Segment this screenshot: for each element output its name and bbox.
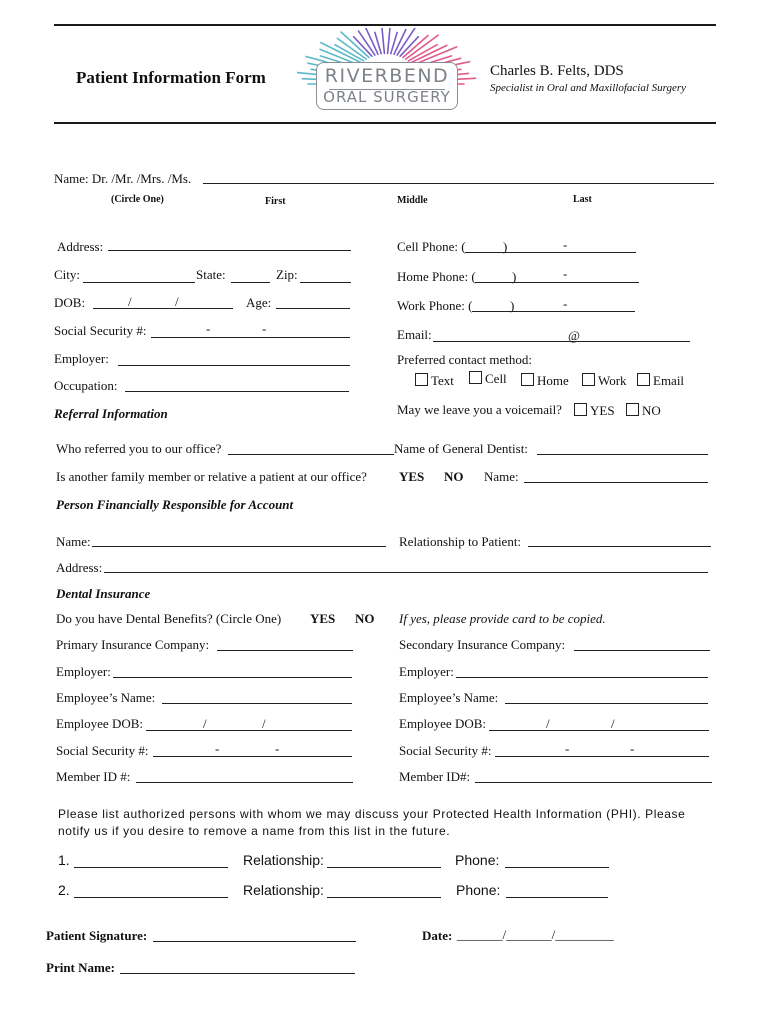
name-field[interactable] (203, 183, 714, 184)
work-phone-close-paren: ) (510, 298, 515, 313)
primary-company-label: Primary Insurance Company: (56, 637, 210, 652)
primary-employee-dob-label: Employee DOB: (56, 716, 144, 731)
home-phone-close-paren: ) (512, 269, 517, 284)
form-title: Patient Information Form (76, 68, 266, 87)
dob-field[interactable] (93, 308, 233, 309)
secondary-ssn-dash-2: - (630, 741, 635, 756)
phi-row-1-relationship-label: Relationship: (243, 852, 324, 868)
general-dentist-field[interactable] (537, 454, 708, 455)
employer-field[interactable] (118, 365, 350, 366)
address-field[interactable] (108, 250, 351, 251)
cell-phone-dash: - (563, 237, 568, 252)
relationship-field[interactable] (528, 546, 711, 547)
patient-signature-label: Patient Signature: (46, 928, 148, 943)
header-top-rule (54, 24, 716, 26)
state-label: State: (196, 267, 226, 282)
phi-row-2-phone-label: Phone: (456, 882, 501, 898)
logo-wordmark (316, 62, 458, 110)
phi-row-1-relationship-field[interactable] (327, 867, 441, 868)
email-field[interactable] (433, 341, 690, 342)
primary-employee-dob-field[interactable] (146, 730, 352, 731)
doctor-name: Charles B. Felts, DDS (490, 63, 624, 79)
dob-slash-2: / (175, 294, 179, 309)
phi-row-2-name-field[interactable] (74, 897, 228, 898)
checkbox-home[interactable] (521, 373, 534, 386)
middle-caption: Middle (397, 195, 428, 206)
city-field[interactable] (83, 282, 195, 283)
phi-row-1-phone-field[interactable] (505, 867, 609, 868)
contact-option-text[interactable]: Text (415, 373, 454, 389)
home-phone-label: Home Phone: ( (397, 269, 476, 284)
checkbox-voicemail-no[interactable] (626, 403, 639, 416)
ssn-field[interactable] (151, 337, 350, 338)
family-member-question: Is another family member or relative a patient at our office? (56, 469, 367, 484)
sunburst-ray (382, 28, 384, 53)
date-field[interactable]: _______/_______/_________ (457, 927, 614, 942)
phi-row-2-num: 2. (58, 882, 70, 898)
checkbox-voicemail-yes[interactable] (574, 403, 587, 416)
phi-notice: Please list authorized persons with whom we may discuss your Protected Health Information (PHI). Please notify us if you desire to remove a name from this list in the future. (58, 807, 686, 838)
contact-option-cell[interactable]: Cell (469, 371, 507, 387)
referral-heading: Referral Information (54, 406, 168, 421)
voicemail-no[interactable]: NO (626, 403, 661, 419)
date-label: Date: (422, 928, 453, 943)
address-label: Address: (57, 239, 104, 254)
employer-label: Employer: (54, 351, 109, 366)
checkbox-cell[interactable] (469, 371, 482, 384)
header-bottom-rule (54, 122, 716, 124)
who-referred-label: Who referred you to our office? (56, 441, 222, 456)
dob-slash-1: / (128, 294, 132, 309)
cell-phone-field[interactable] (465, 252, 636, 253)
contact-option-work[interactable]: Work (582, 373, 627, 389)
contact-option-home[interactable]: Home (521, 373, 569, 389)
benefits-no[interactable]: NO (355, 611, 375, 626)
work-phone-dash: - (563, 296, 568, 311)
secondary-employee-name-field[interactable] (505, 703, 708, 704)
primary-ssn-label: Social Security #: (56, 743, 149, 758)
secondary-employee-dob-label: Employee DOB: (399, 716, 487, 731)
financial-address-label: Address: (56, 560, 103, 575)
primary-dob-slash-2: / (262, 716, 266, 731)
ssn-dash-1: - (206, 321, 211, 336)
secondary-employee-dob-field[interactable] (489, 730, 709, 731)
family-member-name-field[interactable] (524, 482, 708, 483)
occupation-label: Occupation: (54, 378, 118, 393)
doctor-specialty: Specialist in Oral and Maxillofacial Surgery (490, 82, 687, 94)
logo-line1: RIVERBEND (324, 65, 450, 87)
primary-dob-slash-1: / (203, 716, 207, 731)
primary-employee-name-label: Employee’s Name: (56, 690, 156, 705)
print-name-field[interactable] (120, 973, 355, 974)
secondary-employee-name-label: Employee’s Name: (399, 690, 499, 705)
primary-member-id-label: Member ID #: (56, 769, 131, 784)
phi-row-2-phone-field[interactable] (506, 897, 608, 898)
zip-field[interactable] (300, 282, 351, 283)
primary-employee-name-field[interactable] (162, 703, 352, 704)
work-phone-field[interactable] (472, 311, 635, 312)
primary-ssn-dash-1: - (215, 741, 220, 756)
home-phone-dash: - (563, 266, 568, 281)
contact-option-email[interactable]: Email (637, 373, 684, 389)
financial-heading: Person Financially Responsible for Account (56, 497, 294, 512)
phi-row-1-phone-label: Phone: (455, 852, 500, 868)
patient-signature-field[interactable] (153, 941, 356, 942)
dob-label: DOB: (54, 295, 86, 310)
email-at: @ (568, 328, 580, 343)
city-label: City: (54, 267, 81, 282)
sunburst-ray (411, 45, 447, 63)
secondary-employer-label: Employer: (399, 664, 454, 679)
preferred-contact-label: Preferred contact method: (397, 352, 532, 367)
last-caption: Last (573, 194, 592, 205)
phi-row-1-name-field[interactable] (74, 867, 228, 868)
occupation-field[interactable] (125, 391, 349, 392)
relationship-label: Relationship to Patient: (399, 534, 522, 549)
zip-label: Zip: (276, 267, 298, 282)
secondary-dob-slash-2: / (611, 716, 615, 731)
checkbox-text[interactable] (415, 373, 428, 386)
benefits-yes[interactable]: YES (310, 611, 336, 626)
email-label: Email: (397, 327, 432, 342)
financial-name-field[interactable] (92, 546, 386, 547)
secondary-dob-slash-1: / (546, 716, 550, 731)
secondary-ssn-label: Social Security #: (399, 743, 492, 758)
voicemail-question: May we leave you a voicemail? (397, 402, 562, 417)
secondary-member-id-field[interactable] (475, 782, 712, 783)
circle-one-hint: (Circle One) (111, 194, 164, 205)
secondary-ssn-field[interactable] (495, 756, 709, 757)
general-dentist-label: Name of General Dentist: (394, 441, 528, 456)
name-label: Name: Dr. /Mr. /Mrs. /Ms. (54, 171, 192, 186)
sunburst-ray (388, 28, 391, 53)
voicemail-yes[interactable]: YES (574, 403, 615, 419)
age-label: Age: (246, 295, 272, 310)
phi-row-1-num: 1. (58, 852, 70, 868)
cell-phone-label: Cell Phone: ( (397, 239, 466, 254)
primary-employer-label: Employer: (56, 664, 111, 679)
family-member-name-label: Name: (484, 469, 519, 484)
secondary-company-label: Secondary Insurance Company: (399, 637, 566, 652)
phi-row-2-relationship-field[interactable] (327, 897, 441, 898)
insurance-heading: Dental Insurance (56, 586, 151, 601)
primary-company-field[interactable] (217, 650, 353, 651)
family-member-no[interactable]: NO (444, 469, 464, 484)
secondary-member-id-label: Member ID#: (399, 769, 471, 784)
family-member-yes[interactable]: YES (399, 469, 425, 484)
card-copy-note: If yes, please provide card to be copied. (399, 611, 606, 626)
secondary-company-field[interactable] (574, 650, 710, 651)
ssn-dash-2: - (262, 321, 267, 336)
state-field[interactable] (231, 282, 270, 283)
checkbox-email[interactable] (637, 373, 650, 386)
secondary-employer-field[interactable] (456, 677, 708, 678)
primary-member-id-field[interactable] (136, 782, 353, 783)
financial-address-field[interactable] (104, 572, 708, 573)
financial-name-label: Name: (56, 534, 91, 549)
home-phone-field[interactable] (475, 282, 639, 283)
first-caption: First (265, 196, 286, 207)
phi-row-2-relationship-label: Relationship: (243, 882, 324, 898)
primary-ssn-field[interactable] (153, 756, 352, 757)
primary-employer-field[interactable] (113, 677, 352, 678)
who-referred-field[interactable] (228, 454, 394, 455)
logo-line2: ORAL SURGERY (323, 88, 451, 106)
secondary-ssn-dash-1: - (565, 741, 570, 756)
benefits-question: Do you have Dental Benefits? (Circle One) (56, 611, 282, 626)
cell-phone-close-paren: ) (503, 239, 508, 254)
primary-ssn-dash-2: - (275, 741, 280, 756)
ssn-label: Social Security #: (54, 323, 147, 338)
work-phone-label: Work Phone: ( (397, 298, 473, 313)
age-field[interactable] (276, 308, 350, 309)
checkbox-work[interactable] (582, 373, 595, 386)
print-name-label: Print Name: (46, 960, 115, 975)
